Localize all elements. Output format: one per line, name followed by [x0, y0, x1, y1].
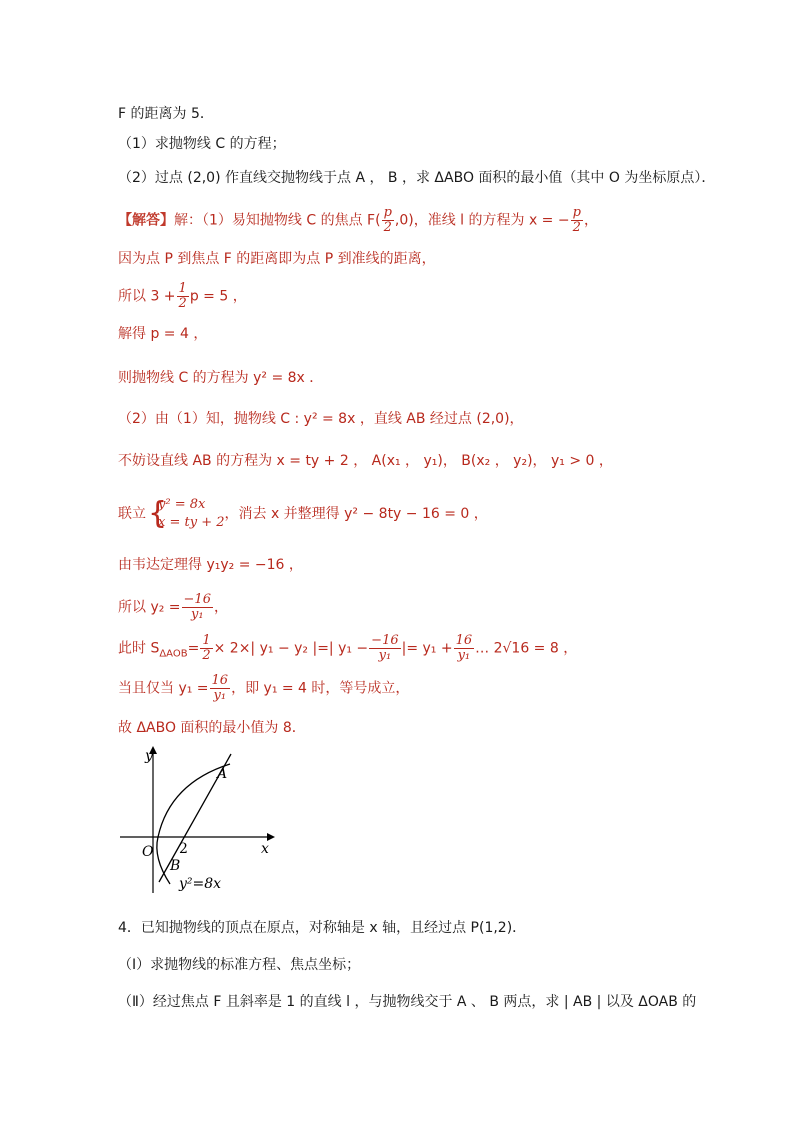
- tick-2-label: 2: [179, 841, 188, 857]
- x-axis-label: x: [261, 841, 269, 857]
- point-a-label: A: [217, 766, 228, 782]
- answer-line-focus: 【解答】解：（1）易知抛物线 C 的焦点 F( $\frac{p}{2}$ ,0)，准线 l 的方程为 x = − $\frac{p}{2}$ ，: [118, 205, 598, 235]
- answer-line-area: 此时 $S_{\Delta AOB}=$ $\frac{1}{2}$ × 2×| y₁ − y₂ |=| y₁ − $\frac{-16}{\text{y₁}}$ |= y₁ + $\frac{16}{\text{y₁}}$ … 2√16 = 8 ，: [118, 633, 578, 663]
- fraction-one-half: $\frac{1}{2}$: [178, 281, 187, 311]
- fraction-one-half-area: $\frac{1}{2}$: [202, 633, 211, 663]
- fraction-neg16-y1: $\frac{-16}{\text{y₁}}$: [183, 592, 211, 622]
- fraction-p-over-2-directrix: $\frac{p}{2}$: [572, 205, 581, 235]
- y-axis-label: y: [145, 748, 153, 764]
- answer-line-vieta: 由韦达定理得 y₁y₂ = −16 ，: [118, 557, 303, 573]
- problem-condition-line: F 的距离为 5．: [118, 106, 214, 122]
- answer-line-system: 联立 { y² = 8x x = ty + 2 ，消去 x 并整理得 y² − 8ty − 16 = 0 ，: [118, 496, 488, 531]
- problem-part-2: （2）过点 (2,0) 作直线交抛物线于点 A ， B ，求 ΔABO 面积的最小值（其中 O 为坐标原点）．: [118, 170, 716, 186]
- fraction-16-y1-area: $\frac{16}{\text{y₁}}$: [455, 633, 473, 663]
- problem-4-part-1: （Ⅰ）求抛物线的标准方程、焦点坐标；: [118, 957, 361, 973]
- parabola-figure: [115, 738, 285, 898]
- answer-line-y2: 所以 y₂ = $\frac{-16}{\text{y₁}}$ ，: [118, 592, 228, 622]
- answer-line-distance: 因为点 P 到焦点 F 的距离即为点 P 到准线的距离，: [118, 251, 436, 267]
- problem-part-1: （1）求抛物线 C 的方程；: [118, 136, 286, 152]
- answer-line-part2-intro: （2）由（1）知，抛物线 C : y² = 8x ，直线 AB 经过点 (2,0)，: [118, 411, 524, 427]
- x-axis-arrow: [267, 833, 275, 841]
- fraction-p-over-2: $\frac{p}{2}$: [383, 205, 392, 235]
- fraction-16-y1: $\frac{16}{\text{y₁}}$: [211, 673, 229, 703]
- answer-line-conclusion: 故 ΔABO 面积的最小值为 8．: [118, 720, 306, 736]
- problem-4-statement: 4．已知抛物线的顶点在原点，对称轴是 x 轴，且经过点 P(1,2)．: [118, 920, 527, 936]
- point-b-label: B: [170, 858, 181, 874]
- answer-tag: 【解答】: [118, 212, 174, 229]
- answer-line-assume: 不妨设直线 AB 的方程为 x = ty + 2 ， A(x₁ ， y₁)， B(x₂ ， y₂)， y₁ > 0 ，: [118, 453, 613, 469]
- answer-line-equation: 所以 3 + $\frac{1}{2}$ p = 5 ，: [118, 281, 247, 311]
- answer-line-parabola: 则抛物线 C 的方程为 y² = 8x ．: [118, 370, 324, 386]
- problem-4-part-2: （Ⅱ）经过焦点 F 且斜率是 1 的直线 l ，与抛物线交于 A 、 B 两点，求 | AB | 以及 ΔOAB 的: [118, 994, 697, 1010]
- curve-label: y²=8x: [179, 876, 222, 892]
- origin-label: O: [142, 844, 154, 860]
- equation-system: { y² = 8x x = ty + 2: [148, 496, 225, 531]
- answer-line-solve-p: 解得 p = 4 ，: [118, 326, 208, 342]
- answer-line-equality: 当且仅当 y₁ = $\frac{16}{\text{y₁}}$ ，即 y₁ = 4 时，等号成立，: [118, 673, 410, 703]
- fraction-neg16-y1-area: $\frac{-16}{\text{y₁}}$: [371, 633, 399, 663]
